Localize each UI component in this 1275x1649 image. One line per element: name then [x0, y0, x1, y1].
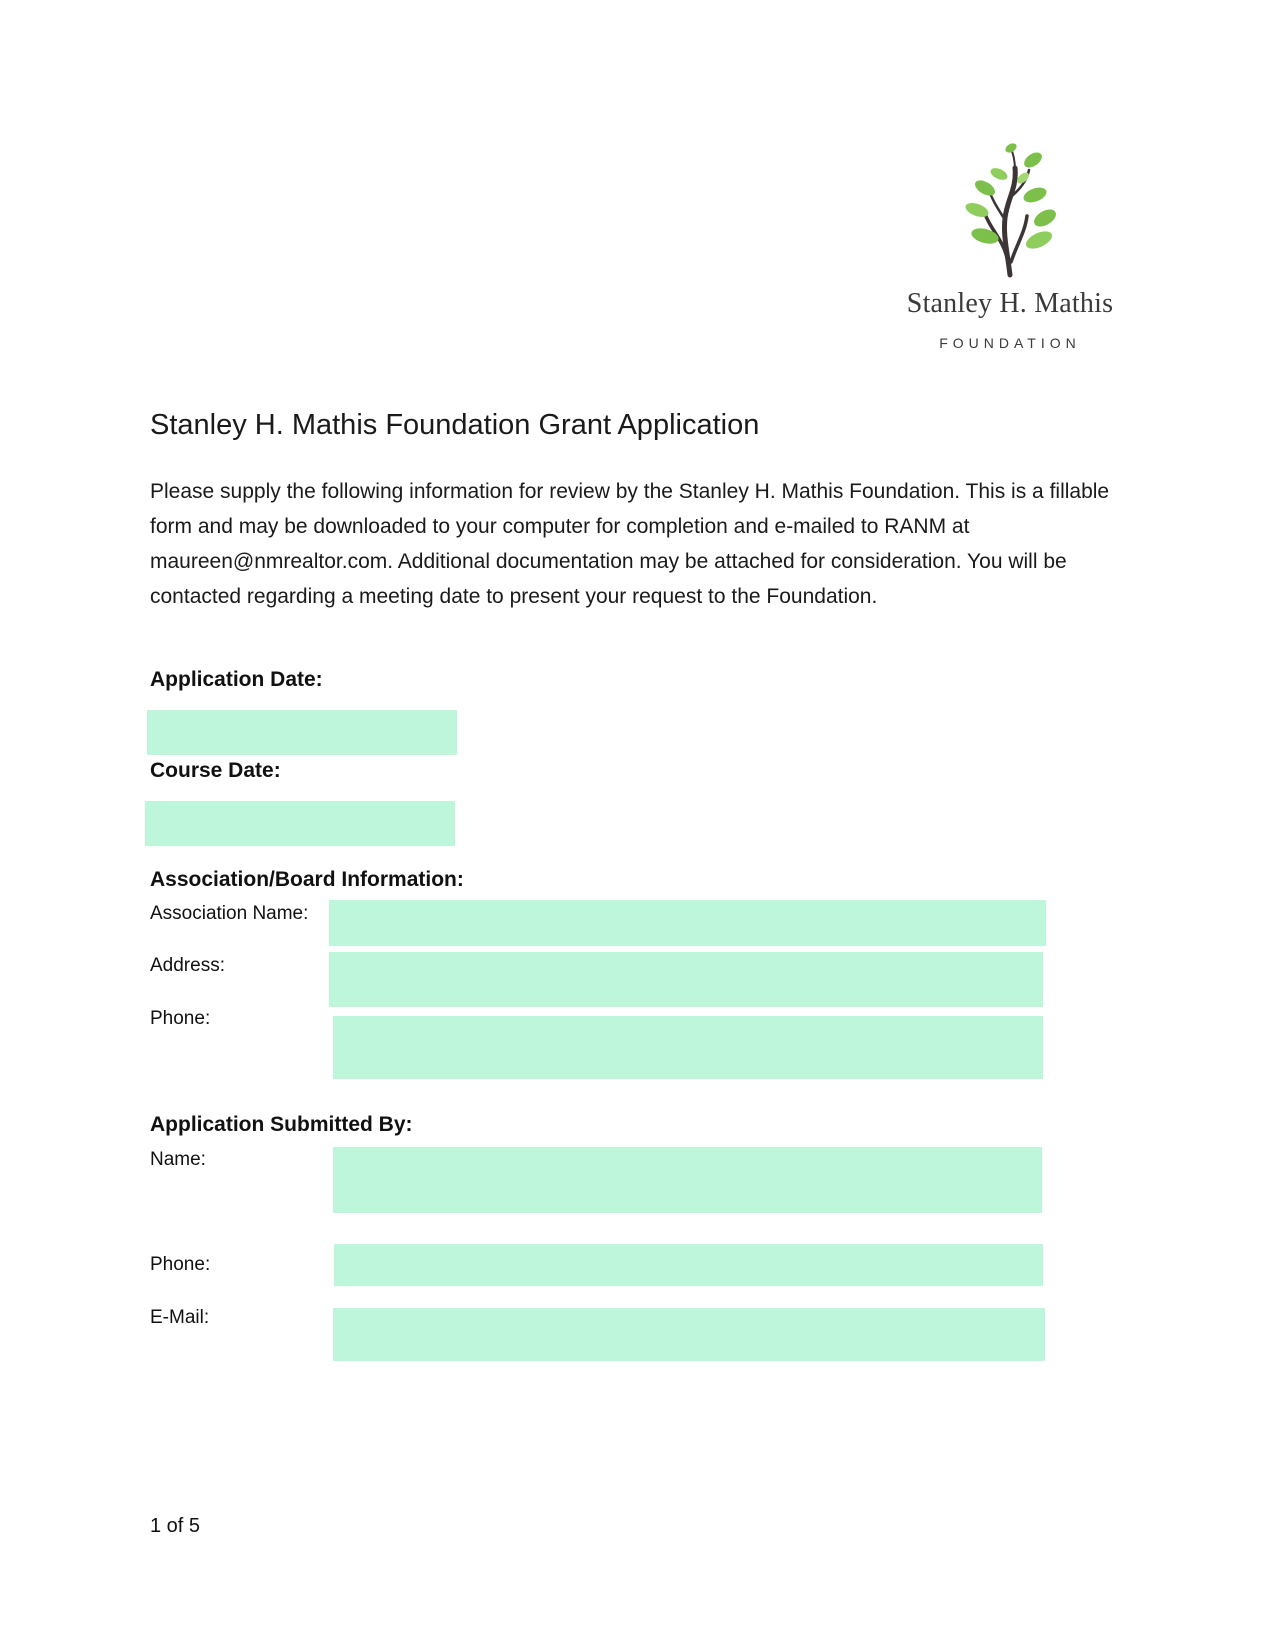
page-number: 1 of 5: [150, 1515, 201, 1537]
page-title: Stanley H. Mathis Foundation Grant Application: [150, 409, 760, 441]
association-name-label: Association Name:: [150, 903, 309, 924]
submitter-phone-label: Phone:: [150, 1254, 211, 1275]
association-phone-field[interactable]: [333, 1016, 1043, 1079]
submitter-name-label: Name:: [150, 1149, 206, 1170]
logo-subtitle-text: FOUNDATION: [939, 335, 1081, 351]
course-date-field[interactable]: [145, 801, 455, 846]
submitter-phone-field[interactable]: [334, 1244, 1043, 1286]
intro-paragraph: Please supply the following information for review by the Stanley H. Mathis Foundation. This is a fillable form and may be downloaded to your computer for completion and e-mailed to RANM at maureen@nmrealtor.com. Additional documentation may be attached for consideration. You will be contacted regarding a meeting date to present your request to the Foundation.: [150, 480, 1110, 608]
submitted-by-section-heading: Application Submitted By:: [150, 1113, 413, 1136]
foundation-logo: [880, 140, 1140, 360]
tree-logo-icon: [955, 140, 1065, 280]
association-section-heading: Association/Board Information:: [150, 868, 464, 891]
association-address-field[interactable]: [329, 952, 1043, 1007]
association-phone-label: Phone:: [150, 1008, 211, 1029]
submitter-email-field[interactable]: [333, 1308, 1045, 1361]
submitter-email-label: E-Mail:: [150, 1307, 210, 1328]
application-date-field[interactable]: [147, 710, 457, 755]
association-address-label: Address:: [150, 955, 225, 976]
application-date-label: Application Date:: [150, 668, 323, 691]
course-date-label: Course Date:: [150, 759, 281, 782]
association-name-field[interactable]: [329, 900, 1046, 946]
logo-name-text: Stanley H. Mathis: [906, 288, 1114, 319]
submitter-name-field[interactable]: [333, 1147, 1042, 1213]
